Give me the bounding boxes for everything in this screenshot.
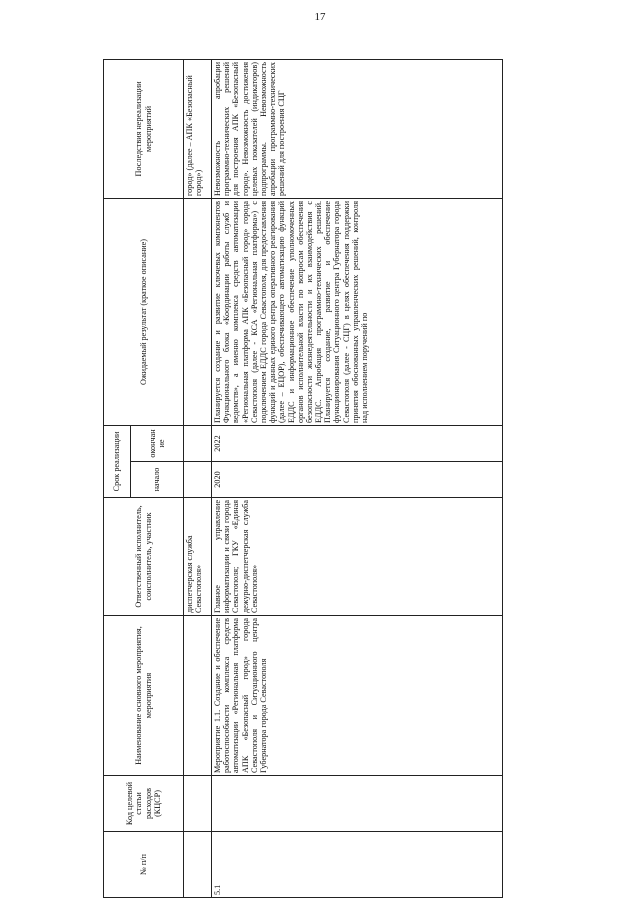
- header-start: начало: [131, 462, 184, 498]
- row-end: 2022: [212, 426, 503, 462]
- continuation-row: [184, 60, 212, 898]
- header-period: Срок реализации: [104, 426, 131, 498]
- header-responsible: Ответственный исполнитель, соисполнитель, участник: [104, 498, 184, 616]
- cont-code: [184, 776, 212, 832]
- measures-table: [103, 59, 503, 898]
- header-code: Код целевой статьи расходов (КЦСР): [104, 776, 184, 832]
- header-end: окончан ие: [131, 426, 184, 462]
- row-name: Мероприятие 1.1. Создание и обеспечение работоспособности комплекса средств автоматизации «Региональная платформа АПК «Безопасный город» города Севастополя и Ситуационного центра Губернатора города Севастополя: [212, 616, 503, 776]
- row-code: [212, 776, 503, 832]
- row-consequences: Невозможность апробации программно-технических решений для построения АПК «Безопасный город». Невозможность достижения целевых показателей (индикаторов) подпрограммы. Невозможность апробации программно-технических решений для построения СЦГ: [212, 60, 503, 199]
- cont-end: [184, 426, 212, 462]
- cont-start: [184, 462, 212, 498]
- page-number: 17: [314, 11, 326, 23]
- cont-responsible: диспетчерская служба Севастополя»: [184, 498, 212, 616]
- header-num: № п/п: [104, 832, 184, 898]
- rotated-table-container: [103, 60, 503, 898]
- row-responsible: Главное управление информатизации и связи города Севастополя; ГКУ «Единая дежурно-диспетчерская служба Севастополя»: [212, 498, 503, 616]
- cont-result: [184, 199, 212, 426]
- row-num: 5.1: [212, 832, 503, 898]
- cont-num: [184, 832, 212, 898]
- cont-consequences: город» (далее – АПК «Безопасный город»): [184, 60, 212, 199]
- table-row: [212, 60, 503, 898]
- header-result: Ожидаемый результат (краткое описание): [104, 199, 184, 426]
- header-consequences: Последствия нереализации мероприятий: [104, 60, 184, 199]
- header-name: Наименование основного мероприятия, мероприятия: [104, 616, 184, 776]
- header-row-1: [104, 60, 131, 898]
- cont-name: [184, 616, 212, 776]
- row-start: 2020: [212, 462, 503, 498]
- row-result: Планируется создание и развитие ключевых компонентов Функционального блока «Координации работы служб и ведомств», а именно комплекса средств автоматизации «Региональная платформа АПК «Безопасный город» города Севастополя (далее - КСА «Региональная платформа») с подключением ЕДДС города Севастополя, для предоставления функций и данных единого центра оперативного реагирования (далее – ЕЦОР), обеспечивающего автоматизацию функций ЕДДС и информационное обеспечение уполномоченных органов исполнительной власти по вопросам обеспечения безопасности жизнедеятельности и их взаимодействия с ЕДДС. Апробация программно-технических решений. Планируется создание, развитие и обеспечение функционирования Ситуационного центра Губернатора города Севастополя (далее - СЦГ) в целях обеспечения поддержки принятия обоснованных управленческих решений, контроля над исполнением поручений по: [212, 199, 503, 426]
